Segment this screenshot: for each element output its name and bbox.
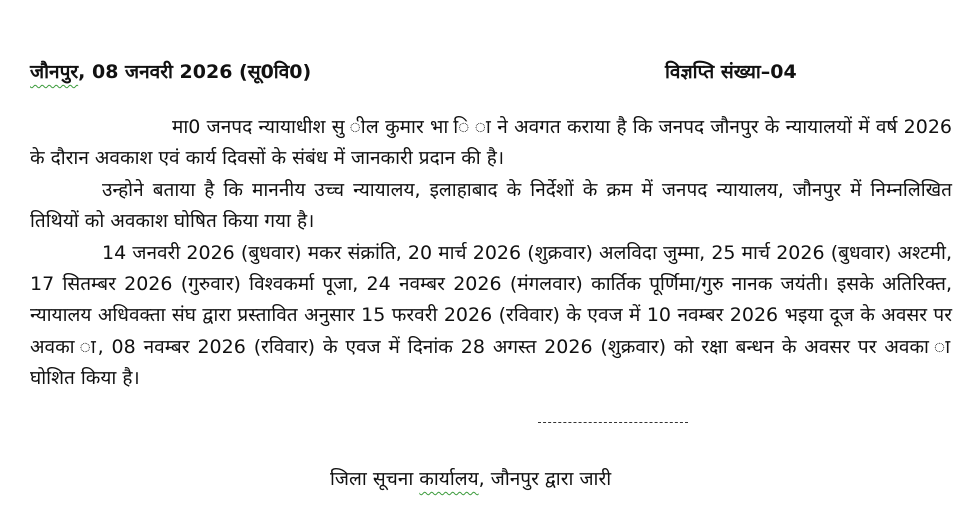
issuer-prefix: जिला सूचना xyxy=(330,468,420,490)
notice-place-date xyxy=(30,58,311,84)
paragraph-directive: उन्होने बताया है कि माननीय उच्च न्यायालय, इलाहाबाद के निर्देशों के क्रम में जनपद न्यायालय, जौनपुर में निम्नलिखित तिथियों को अवकाश घोषित किया गया है। xyxy=(30,178,952,233)
notice-body xyxy=(30,112,952,395)
notice-number: विज्ञप्ति संख्या–04 xyxy=(665,61,797,83)
issuer-suffix: , जौनपुर द्वारा जारी xyxy=(478,468,612,490)
issuer-office: कार्यालय xyxy=(419,468,479,490)
date-department: , 08 जनवरी 2026 (सू0वि0) xyxy=(78,61,312,83)
place-name: जौनपुर xyxy=(30,61,79,83)
paragraph-holiday-list: 14 जनवरी 2026 (बुधवार) मकर संक्रांति, 20 मार्च 2026 (शुक्रवार) अलविदा जुम्मा, 25 मार्च 2026 (बुधवार) अश्टमी, 17 सितम्बर 2026 (गुरुवार) विश्वकर्मा पूजा, 24 नवम्बर 2026 (मंगलवार) कार्तिक पूर्णिमा/गुरु नानक जयंती। इसके अतिरिक्त, न्यायालय अधिवक्ता संघ द्वारा प्रस्तावित अनुसार 15 फरवरी 2026 (रविवार) के एवज में 10 नवम्बर 2026 भइया दूज के अवसर पर अवका ा, 08 नवम्बर 2026 (रविवार) के एवज में दिनांक 28 अगस्त 2026 (शुक्रवार) को रक्षा बन्धन के अवसर पर अवका ा घोशित किया है। xyxy=(30,241,952,390)
issuer-line xyxy=(330,465,611,491)
paragraph-intro: मा0 जनपद न्यायाधीश सु ील कुमार भा ि ा ने अवगत कराया है कि जनपद जौनपुर के न्यायालयों में वर्ष 2026 के दौरान अवकाश एवं कार्य दिवसों के संबंध में जानकारी प्रदान की है। xyxy=(30,116,952,170)
divider-line xyxy=(538,422,688,423)
